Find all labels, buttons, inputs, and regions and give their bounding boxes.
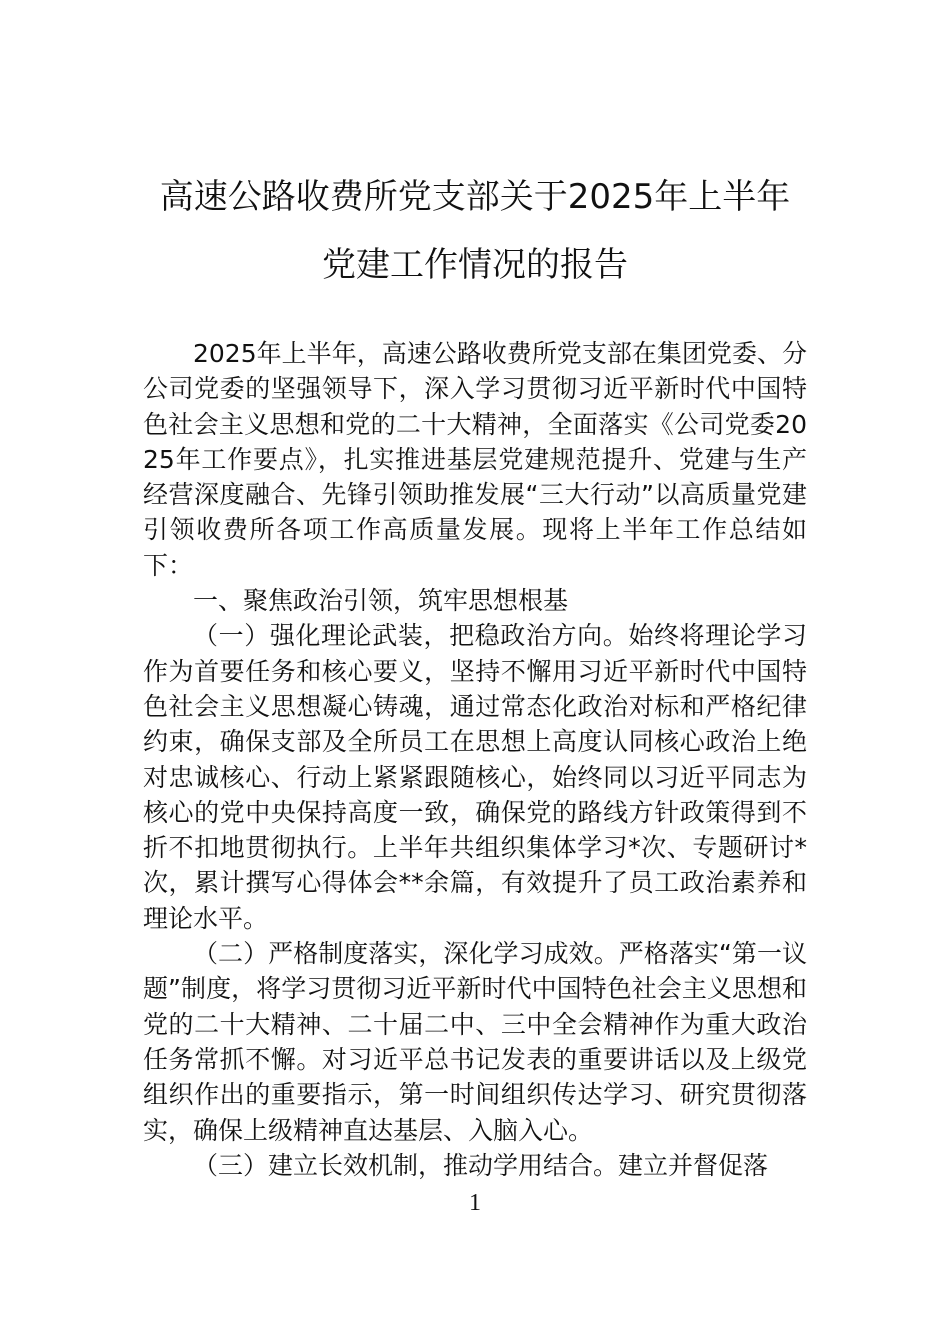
subsection-paragraph-1: （一）强化理论武装，把稳政治方向。始终将理论学习作为首要任务和核心要义，坚持不懈用习近平新时代中国特色社会主义思想凝心铸魂，通过常态化政治对标和严格纪律约束，确保支部及全所员工在思想上高度认同核心政治上绝对忠诚核心、行动上紧紧跟随核心，始终同以习近平同志为核心的党中央保持高度一致，确保党的路线方针政策得到不折不扣地贯彻执行。上半年共组织集体学习*次、专题研讨*次，累计撰写心得体会**余篇，有效提升了员工政治素养和理论水平。 [143, 621, 807, 933]
document-title-line-1: 高速公路收费所党支部关于2025年上半年 [159, 177, 791, 217]
subsection-paragraph-2: （二）严格制度落实，深化学习成效。严格落实“第一议题”制度，将学习贯彻习近平新时代中国特色社会主义思想和党的二十大精神、二十届二中、三中全会精神作为重大政治任务常抓不懈。对习近平总书记发表的重要讲话以及上级党组织作出的重要指示，第一时间组织传达学习、研究贯彻落实，确保上级精神直达基层、入脑入心。 [143, 939, 807, 1145]
document-body [143, 336, 807, 1183]
section-heading-1: 一、聚焦政治引领，筑牢思想根基 [193, 586, 569, 616]
page-number: 1 [469, 1190, 481, 1216]
intro-paragraph: 2025年上半年，高速公路收费所党支部在集团党委、分公司党委的坚强领导下，深入学习贯彻习近平新时代中国特色社会主义思想和党的二十大精神，全面落实《公司党委2025年工作要点》，扎实推进基层党建规范提升、党建与生产经营深度融合、先锋引领助推发展“三大行动”以高质量党建引领收费所各项工作高质量发展。现将上半年工作总结如下： [143, 339, 807, 580]
subsection-paragraph-3: （三）建立长效机制，推动学用结合。建立并督促落 [193, 1150, 769, 1180]
document-title-line-2: 党建工作情况的报告 [322, 245, 628, 285]
